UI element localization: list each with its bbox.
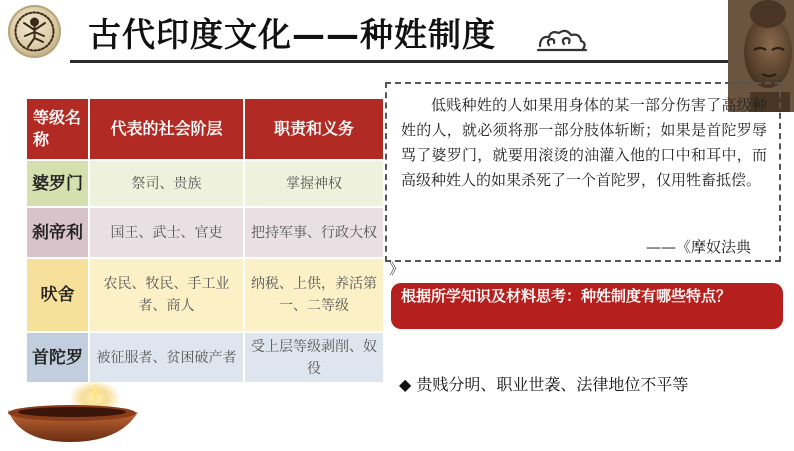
quote-source-end: 》 bbox=[389, 260, 405, 278]
header-cell-rank: 等级名称 bbox=[26, 98, 89, 160]
title-underline bbox=[70, 60, 730, 63]
answer-text: ◆ 贵贱分明、职业世袭、法律地位不平等 bbox=[399, 375, 689, 394]
table-header-row bbox=[26, 98, 384, 160]
source-quote-box bbox=[385, 82, 781, 262]
social-class: 祭司、贵族 bbox=[89, 160, 244, 207]
dancing-shiva-logo bbox=[8, 5, 61, 58]
quote-text: 低贱种姓的人如果用身体的某一部分伤害了高级种姓的人，就必须将那一部分肢体斩断；如果是首陀罗辱骂了婆罗门，就要用滚烫的油灌入他的口中和耳中，而高级种姓人的如果杀死了一个首陀罗，仅用牲畜抵偿。 bbox=[401, 96, 767, 189]
oil-lamp bbox=[0, 380, 150, 451]
duty: 受上层等级剥削、奴役 bbox=[244, 332, 384, 383]
table-row bbox=[26, 332, 384, 383]
slide-title: 古代印度文化——种姓制度 bbox=[88, 15, 496, 54]
social-class: 农民、牧民、手工业者、商人 bbox=[89, 258, 244, 332]
header-cell-duty: 职责和义务 bbox=[244, 98, 384, 160]
caste-table bbox=[25, 97, 385, 384]
duty: 把持军事、行政大权 bbox=[244, 207, 384, 258]
table-row bbox=[26, 258, 384, 332]
table-row bbox=[26, 207, 384, 258]
duty: 纳税、上供，养活第一、二等级 bbox=[244, 258, 384, 332]
table-row bbox=[26, 160, 384, 207]
social-class: 国王、武士、官吏 bbox=[89, 207, 244, 258]
caste-name: 婆罗门 bbox=[26, 160, 89, 207]
quote-source: ——《摩奴法典 bbox=[645, 238, 751, 256]
caste-name: 刹帝利 bbox=[26, 207, 89, 258]
social-class: 被征服者、贫困破产者 bbox=[89, 332, 244, 383]
auspicious-cloud-ornament bbox=[536, 28, 588, 58]
duty: 掌握神权 bbox=[244, 160, 384, 207]
header-cell-class: 代表的社会阶层 bbox=[89, 98, 244, 160]
caste-name: 吠舍 bbox=[26, 258, 89, 332]
caste-name: 首陀罗 bbox=[26, 332, 89, 383]
question-banner: 根据所学知识及材料思考：种姓制度有哪些特点？ bbox=[391, 283, 783, 329]
